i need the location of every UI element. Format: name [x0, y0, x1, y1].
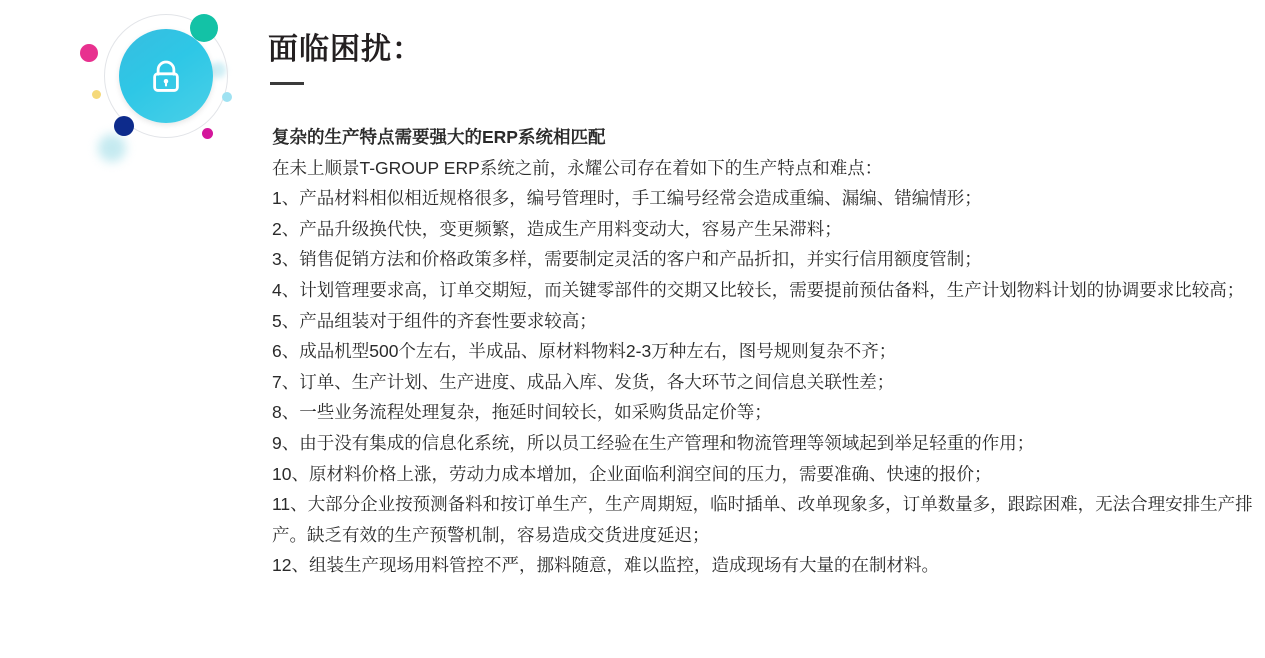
- body-line: 11、大部分企业按预测备料和按订单生产，生产周期短，临时插单、改单现象多，订单数量多，跟踪困难，无法合理安排生产排产。缺乏有效的生产预警机制，容易造成交货进度延迟；: [272, 494, 1253, 545]
- body-line: 7、订单、生产计划、生产进度、成品入库、发货，各大环节之间信息关联性差；: [272, 371, 895, 392]
- body-line: 9、由于没有集成的信息化系统，所以员工经验在生产管理和物流管理等领域起到举足轻重的作用；: [272, 432, 1035, 453]
- body-line: 在未上顺景T-GROUP ERP系统之前，永耀公司存在着如下的生产特点和难点：: [272, 157, 883, 178]
- body-line: 1、产品材料相似相近规格很多，编号管理时，手工编号经常会造成重编、漏编、错编情形；: [272, 188, 982, 209]
- lock-icon: [145, 55, 187, 97]
- body-line: 12、组装生产现场用料管控不严，挪料随意，难以监控，造成现场有大量的在制材料。: [272, 555, 939, 576]
- page-title: 面临困扰：: [268, 33, 423, 66]
- decorative-badge: [74, 6, 249, 171]
- light-blue-dot-decoration: [222, 92, 232, 102]
- badge-circle: [119, 29, 213, 123]
- body-line: 3、销售促销方法和价格政策多样，需要制定灵活的客户和产品折扣，并实行信用额度管制；: [272, 249, 982, 270]
- yellow-dot-decoration: [92, 90, 101, 99]
- pink-dot-decoration: [80, 44, 98, 62]
- navy-dot-decoration: [114, 116, 134, 136]
- body-line: 复杂的生产特点需要强大的ERP系统相匹配: [272, 127, 606, 147]
- body-line: 6、成品机型500个左右，半成品、原材料物料2-3万种左右，图号规则复杂不齐；: [272, 341, 897, 362]
- blurred-dot-decoration: [98, 134, 126, 162]
- body-text-block: [272, 122, 1262, 581]
- body-line: 2、产品升级换代快，变更频繁，造成生产用料变动大，容易产生呆滞料；: [272, 218, 842, 239]
- body-line: 5、产品组装对于组件的齐套性要求较高；: [272, 310, 597, 331]
- body-line: 8、一些业务流程处理复杂，拖延时间较长，如采购货品定价等；: [272, 402, 772, 423]
- body-line: 4、计划管理要求高，订单交期短，而关键零部件的交期又比较长，需要提前预估备料，生产计划物料计划的协调要求比较高；: [272, 279, 1245, 300]
- magenta-dot-decoration: [202, 128, 213, 139]
- title-underline-rule: [270, 82, 304, 85]
- body-line: 10、原材料价格上涨，劳动力成本增加，企业面临利润空间的压力，需要准确、快速的报价；: [272, 463, 992, 484]
